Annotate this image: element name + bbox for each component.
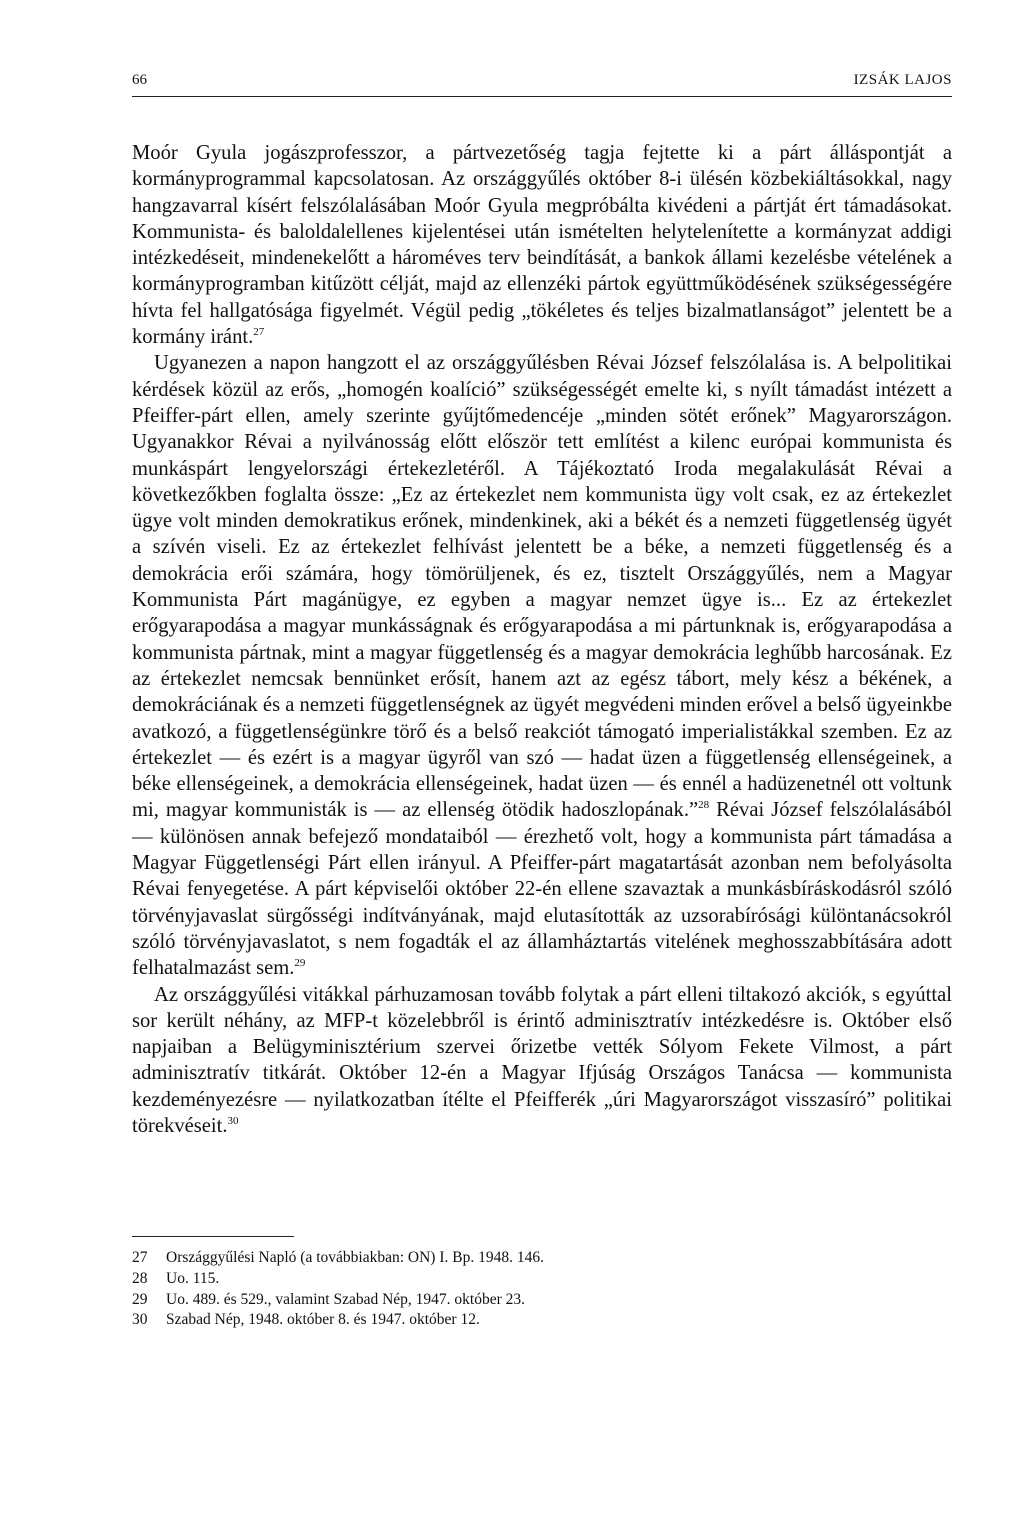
footnote-text: Uo. 489. és 529., valamint Szabad Nép, 1947. október 23. (166, 1290, 526, 1308)
paragraph-text: Révai József felszólalásából — különösen annak befejező mondataiból — érezhető volt, hogy a kommunista párt támadása a Magyar Függetlenségi Párt ellen irányul. A Pfeiffer-párt magatartását azonban nem befolyásolta Révai fenyegetése. A párt képviselői október 22-én ellene szavaztak a munkásbíráskodásról szóló törvényjavaslat sürgősségi indítványának, majd elutasították az uzsorabírósági különtanácsokról szóló törvényjavaslatot, s nem fogadták el az államháztartás vitelének meghosszabbítására adott felhatalmazást sem. (132, 799, 953, 980)
running-head (132, 70, 952, 97)
footnote-text: Uo. 115. (166, 1269, 220, 1287)
footnote-number: 27 (132, 1249, 148, 1266)
footnote-number: 30 (132, 1311, 148, 1329)
paragraph-1 (132, 140, 952, 350)
footnote-text: Országgyűlési Napló (a továbbiakban: ON) I. Bp. 1948. 146. (166, 1249, 544, 1266)
body-text (132, 140, 952, 1139)
footnote-number: 29 (132, 1290, 148, 1308)
footnote-29 (132, 1290, 952, 1311)
footnote-ref: 30 (227, 1115, 239, 1128)
footnote-ref: 28 (698, 799, 710, 812)
paragraph-text: Ugyanezen a napon hangzott el az országgyűlésben Révai József felszólalása is. A belpolitikai kérdések közül az erős, „homogén koalíció” szükségességét emelte ki, s nyílt támadást intézett a Pfeiffer-párt ellen, amely szerinte gyűjtőmedencéje „minden sötét erőnek” Magyarországon. Ugyanakkor Révai a nyilvánosság előtt először tett említést a kilenc európai kommunista és munkáspárt lengyelországi értekezletéről. A Tájékoztató Iroda megalakulását Révai a következőkben foglalta össze: „Ez az értekezlet nem kommunista ügy volt csak, ez az értekezlet ügye volt minden demokratikus erőnek, mindenkinek, aki a békét és a nemzeti függetlenség ügyét a szívén viseli. Ez az értekezlet felhívást jelentett be a béke, a nemzeti függetlenség és a demokrácia erői számára, hogy tömörüljenek, és ez, tisztelt Országgyűlés, nem a Magyar Kommunista Párt magánügye, ez egyben a magyar nemzet ügye is... Ez az értekezlet erőgyarapodása a magyar munkásságnak és erőgyarapodása a mi pártunknak is, erőgyarapodása a kommunista pártnak, mint a magyar függetlenség és a magyar demokrácia leghűbb harcosának. Ez az értekezlet nemcsak bennünket erősít, hanem azt az egész tábort, mely kész a békének, a demokráciának és a nemzeti függetlenségnek az ügyét megvédeni minden erővel a belső ügyeinkbe avatkozó, a függetlenségünkre törő és a belső reakciót támogató imperialistákkal szemben. Ez az értekezlet — és ezért is a magyar ügyről van szó — hadat üzen a függetlenség ellenségeinek, a béke ellenségeinek, a demokrácia ellenségeinek, hadat üzen — és ennél a hadüzenetnél ott voltunk mi, magyar kommunisták is — az ellenség ötödik hadoszlopának.” (132, 352, 952, 822)
footnote-ref: 27 (253, 326, 265, 339)
footnote-28 (132, 1269, 952, 1290)
page-number: 66 (132, 72, 147, 88)
footnote-text: Szabad Nép, 1948. október 8. és 1947. október 12. (166, 1311, 480, 1329)
paragraph-text: Az országgyűlési vitákkal párhuzamosan tovább folytak a párt elleni tiltakozó akciók, s egyúttal sor került néhány, az MFP-t közelebbről is érintő adminisztratív intézkedésre is. Október első napjaiban a Belügyminisztérium szervei őrizetbe vették Sólyom Fekete Vilmost, a párt adminisztratív titkárát. Október 12-én a Magyar Ifjúság Országos Tanácsa — kommunista kezdeményezésre — nyilatkozatban ítélte el Pfeifferék „úri Magyarországot visszasíró” politikai törekvéseit. (132, 983, 952, 1137)
paragraph-3 (132, 982, 952, 1140)
footnote-separator (132, 1236, 294, 1237)
running-title: IZSÁK LAJOS (853, 72, 952, 88)
footnote-30 (132, 1310, 952, 1331)
footnote-27 (132, 1248, 952, 1269)
footnote-number: 28 (132, 1269, 148, 1287)
paragraph-2 (132, 350, 952, 981)
paragraph-text: Moór Gyula jogászprofesszor, a pártvezetőség tagja fejtette ki a párt álláspontját a kormányprogrammal kapcsolatosan. Az országgyűlés október 8-i ülésén közbekiáltásokkal, nagy hangzavarral kísért felszólalásában Moór Gyula megpróbálta kivédeni a pártját ért támadásokat. Kommunista- és baloldalellenes kijelentései után ismételten helytelenítette a kormányzat addigi intézkedéseit, mindenekelőtt a hároméves terv beindítását, a bankok állami kezelésbe vételének a kormányprogramban kitűzött célját, majd az ellenzéki pártok együttműködésének szükségességére hívta fel hallgatósága figyelmét. Végül pedig „tökéletes és teljes bizalmatlanságot” jelentett be a kormány iránt. (132, 142, 952, 349)
footnote-ref: 29 (294, 957, 306, 970)
footnotes (132, 1248, 952, 1331)
